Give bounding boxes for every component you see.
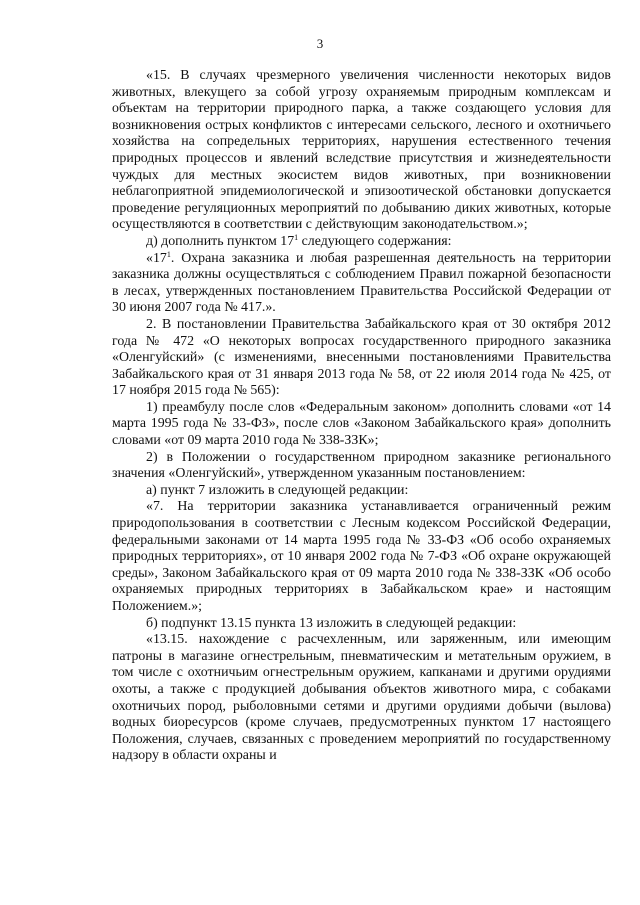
paragraph-text: д) дополнить пунктом 17 [146,233,295,249]
page-number: 3 [316,36,324,51]
paragraph-clause-7: «7. На территории заказника устанавливается ограниченный режим природопользования в соответствии с Лесным кодексом Российской Федерации, федеральными законами от 14 марта 1995 года № 33-ФЗ «Об особо охраняемых природных территориях», от 10 января 2002 года № 7-ФЗ «Об охране окружающей среды», Законом Забайкальского края от 09 марта 2010 года № 338-ЗЗК «Об особо охраняемых природных территориях в Забайкальском крае» и настоящим Положением.»; [112,499,611,614]
document-body [112,68,611,765]
paragraph-clause-17-1 [112,251,611,317]
paragraph-subitem-1: 1) преамбулу после слов «Федеральным законом» дополнить словами «от 14 марта 1995 года № 33-ФЗ», после слов «Законом Забайкальского края» дополнить словами «от 09 марта 2010 года № 338-ЗЗК»; [112,399,611,449]
paragraph-add-clause-17-1 [112,234,611,251]
paragraph-clause-15: «15. В случаях чрезмерного увеличения численности некоторых видов животных, влекущего за собой угрозу охраняемым природным комплексам и объектам на территории природного парка, а также создающего условия для возникновения острых конфликтов с интересами сельского, лесного и охотничьего хозяйства на сопредельных территориях, нарушения естественного течения природных процессов и явлений вследствие присутствия и жизнедеятельности чуждых для местных экосистем видов животных, при возникновении неблагоприятной эпидемиологической и эпизоотической обстановки допускается проведение регуляционных мероприятий по добыванию диких животных, которые осуществляются в соответствии с действующим законодательством.»; [112,68,611,233]
paragraph-text: . Охрана заказника и любая разрешенная деятельность на территории заказника должны осуществляться с соблюдением Правил пожарной безопасности в лесах, утвержденных постановлением Правительства Российской Федерации от 30 июня 2007 года № 417.». [112,250,611,316]
paragraph-item-2: 2. В постановлении Правительства Забайкальского края от 30 октября 2012 года № 472 «О некоторых вопросах государственного природного заказника «Оленгуйский» (с изменениями, внесенными постановлениями Правительства Забайкальского края от 31 января 2013 года № 58, от 22 июля 2014 года № 425, от 17 ноября 2015 года № 565): [112,316,611,399]
paragraph-clause-13-15: «13.15. нахождение с расчехленным, или заряженным, или имеющим патроны в магазине огнестрельным, пневматическим и метательным оружием, в том числе с охотничьим огнестрельным оружием, капканами и другими орудиями охоты, а также с продукцией добывания объектов животного мира, с собаками охотничьих пород, рыболовными сетями и другими орудиями добычи (вылова) водных биоресурсов (кроме случаев, предусмотренных пунктом 17 настоящего Положения, случаев, связанных с проведением мероприятий по государственному надзору в области охраны и [112,632,611,764]
superscript: 1 [166,249,171,259]
paragraph-subitem-2: 2) в Положении о государственном природном заказнике регионального значения «Оленгуйский», утвержденном указанным постановлением: [112,449,611,482]
paragraph-text: следующего содержания: [298,233,452,249]
paragraph-subitem-b: б) подпункт 13.15 пункта 13 изложить в следующей редакции: [146,615,517,631]
paragraph-subitem-a: а) пункт 7 изложить в следующей редакции: [146,482,409,498]
paragraph-text: «17 [146,250,167,266]
superscript: 1 [294,232,299,242]
